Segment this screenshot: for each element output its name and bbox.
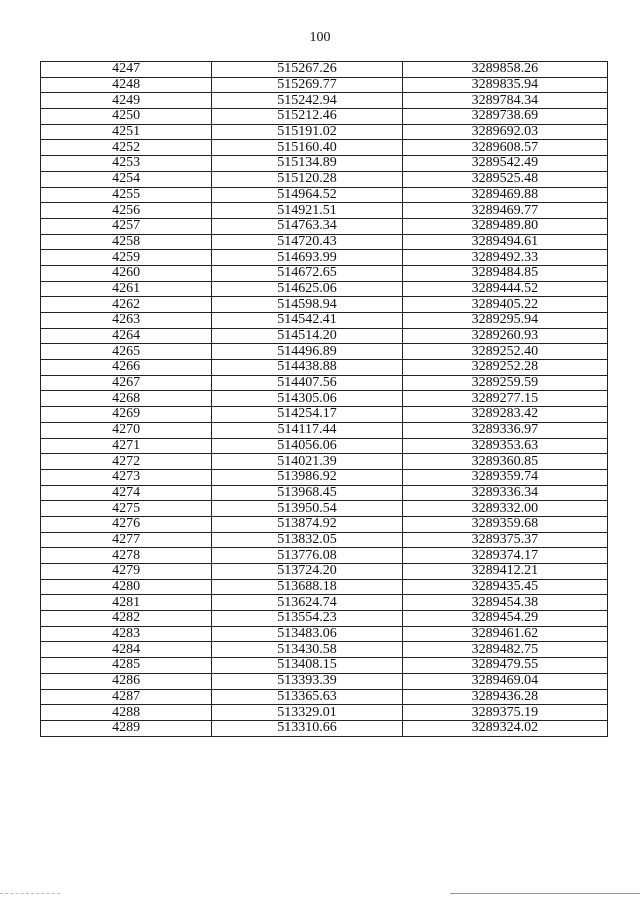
y-coordinate-cell: 3289454.29: [402, 611, 607, 627]
y-coordinate-cell: 3289482.75: [402, 642, 607, 658]
y-coordinate-cell: 3289412.21: [402, 564, 607, 580]
x-coordinate-cell: 515191.02: [212, 124, 402, 140]
point-number-cell: 4282: [41, 611, 212, 627]
point-number-cell: 4249: [41, 93, 212, 109]
y-coordinate-cell: 3289525.48: [402, 171, 607, 187]
x-coordinate-cell: 514763.34: [212, 218, 402, 234]
table-row: [41, 140, 608, 156]
y-coordinate-cell: 3289295.94: [402, 313, 607, 329]
y-coordinate-cell: 3289489.80: [402, 218, 607, 234]
x-coordinate-cell: 514964.52: [212, 187, 402, 203]
x-coordinate-cell: 513950.54: [212, 501, 402, 517]
table-row: [41, 454, 608, 470]
point-number-cell: 4278: [41, 548, 212, 564]
point-number-cell: 4248: [41, 77, 212, 93]
x-coordinate-cell: 515242.94: [212, 93, 402, 109]
table-row: [41, 281, 608, 297]
y-coordinate-cell: 3289252.28: [402, 360, 607, 376]
table-row: [41, 595, 608, 611]
y-coordinate-cell: 3289375.37: [402, 532, 607, 548]
table-row: [41, 611, 608, 627]
x-coordinate-cell: 515269.77: [212, 77, 402, 93]
point-number-cell: 4271: [41, 438, 212, 454]
y-coordinate-cell: 3289492.33: [402, 250, 607, 266]
x-coordinate-cell: 513874.92: [212, 516, 402, 532]
x-coordinate-cell: 514407.56: [212, 375, 402, 391]
x-coordinate-cell: 515160.40: [212, 140, 402, 156]
table-row: [41, 705, 608, 721]
x-coordinate-cell: 514056.06: [212, 438, 402, 454]
table-row: [41, 234, 608, 250]
y-coordinate-cell: 3289336.34: [402, 485, 607, 501]
y-coordinate-cell: 3289494.61: [402, 234, 607, 250]
table-row: [41, 689, 608, 705]
x-coordinate-cell: 513329.01: [212, 705, 402, 721]
point-number-cell: 4265: [41, 344, 212, 360]
y-coordinate-cell: 3289375.19: [402, 705, 607, 721]
x-coordinate-cell: 514514.20: [212, 328, 402, 344]
x-coordinate-cell: 514625.06: [212, 281, 402, 297]
table-row: [41, 516, 608, 532]
y-coordinate-cell: 3289469.77: [402, 203, 607, 219]
y-coordinate-cell: 3289835.94: [402, 77, 607, 93]
y-coordinate-cell: 3289336.97: [402, 422, 607, 438]
point-number-cell: 4255: [41, 187, 212, 203]
y-coordinate-cell: 3289259.59: [402, 375, 607, 391]
y-coordinate-cell: 3289374.17: [402, 548, 607, 564]
x-coordinate-cell: 514496.89: [212, 344, 402, 360]
table-row: [41, 313, 608, 329]
table-row: [41, 124, 608, 140]
x-coordinate-cell: 513430.58: [212, 642, 402, 658]
y-coordinate-cell: 3289283.42: [402, 407, 607, 423]
point-number-cell: 4247: [41, 62, 212, 78]
y-coordinate-cell: 3289359.74: [402, 469, 607, 485]
table-row: [41, 485, 608, 501]
table-row: [41, 250, 608, 266]
table-row: [41, 171, 608, 187]
x-coordinate-cell: 513832.05: [212, 532, 402, 548]
x-coordinate-cell: 513408.15: [212, 658, 402, 674]
y-coordinate-cell: 3289479.55: [402, 658, 607, 674]
y-coordinate-cell: 3289469.04: [402, 673, 607, 689]
point-number-cell: 4276: [41, 516, 212, 532]
x-coordinate-cell: 514021.39: [212, 454, 402, 470]
x-coordinate-cell: 514438.88: [212, 360, 402, 376]
table-row: [41, 658, 608, 674]
point-number-cell: 4283: [41, 626, 212, 642]
y-coordinate-cell: 3289353.63: [402, 438, 607, 454]
point-number-cell: 4260: [41, 265, 212, 281]
table-row: [41, 360, 608, 376]
table-row: [41, 720, 608, 736]
point-number-cell: 4279: [41, 564, 212, 580]
x-coordinate-cell: 513624.74: [212, 595, 402, 611]
x-coordinate-cell: 514598.94: [212, 297, 402, 313]
x-coordinate-cell: 514254.17: [212, 407, 402, 423]
point-number-cell: 4256: [41, 203, 212, 219]
y-coordinate-cell: 3289435.45: [402, 579, 607, 595]
point-number-cell: 4288: [41, 705, 212, 721]
x-coordinate-cell: 514542.41: [212, 313, 402, 329]
point-number-cell: 4250: [41, 109, 212, 125]
coordinates-table: [40, 61, 608, 737]
y-coordinate-cell: 3289858.26: [402, 62, 607, 78]
coordinates-table-body: [41, 62, 608, 737]
y-coordinate-cell: 3289461.62: [402, 626, 607, 642]
point-number-cell: 4268: [41, 391, 212, 407]
x-coordinate-cell: 513688.18: [212, 579, 402, 595]
point-number-cell: 4274: [41, 485, 212, 501]
point-number-cell: 4263: [41, 313, 212, 329]
x-coordinate-cell: 513968.45: [212, 485, 402, 501]
table-row: [41, 642, 608, 658]
footer-rule-right: [450, 893, 640, 894]
y-coordinate-cell: 3289252.40: [402, 344, 607, 360]
table-row: [41, 297, 608, 313]
table-row: [41, 109, 608, 125]
x-coordinate-cell: 514720.43: [212, 234, 402, 250]
point-number-cell: 4259: [41, 250, 212, 266]
table-row: [41, 422, 608, 438]
y-coordinate-cell: 3289444.52: [402, 281, 607, 297]
point-number-cell: 4273: [41, 469, 212, 485]
table-row: [41, 218, 608, 234]
y-coordinate-cell: 3289436.28: [402, 689, 607, 705]
y-coordinate-cell: 3289692.03: [402, 124, 607, 140]
table-row: [41, 328, 608, 344]
point-number-cell: 4280: [41, 579, 212, 595]
table-row: [41, 579, 608, 595]
y-coordinate-cell: 3289360.85: [402, 454, 607, 470]
y-coordinate-cell: 3289405.22: [402, 297, 607, 313]
table-row: [41, 62, 608, 78]
point-number-cell: 4285: [41, 658, 212, 674]
table-row: [41, 93, 608, 109]
table-row: [41, 265, 608, 281]
table-row: [41, 375, 608, 391]
y-coordinate-cell: 3289359.68: [402, 516, 607, 532]
point-number-cell: 4264: [41, 328, 212, 344]
point-number-cell: 4269: [41, 407, 212, 423]
point-number-cell: 4287: [41, 689, 212, 705]
point-number-cell: 4272: [41, 454, 212, 470]
table-row: [41, 469, 608, 485]
table-row: [41, 344, 608, 360]
x-coordinate-cell: 513554.23: [212, 611, 402, 627]
x-coordinate-cell: 515120.28: [212, 171, 402, 187]
x-coordinate-cell: 513986.92: [212, 469, 402, 485]
table-row: [41, 77, 608, 93]
table-row: [41, 203, 608, 219]
page-number: 100: [309, 30, 331, 45]
y-coordinate-cell: 3289469.88: [402, 187, 607, 203]
table-row: [41, 391, 608, 407]
point-number-cell: 4266: [41, 360, 212, 376]
y-coordinate-cell: 3289260.93: [402, 328, 607, 344]
point-number-cell: 4254: [41, 171, 212, 187]
x-coordinate-cell: 514305.06: [212, 391, 402, 407]
point-number-cell: 4270: [41, 422, 212, 438]
x-coordinate-cell: 514921.51: [212, 203, 402, 219]
table-row: [41, 187, 608, 203]
y-coordinate-cell: 3289784.34: [402, 93, 607, 109]
point-number-cell: 4275: [41, 501, 212, 517]
y-coordinate-cell: 3289332.00: [402, 501, 607, 517]
x-coordinate-cell: 513365.63: [212, 689, 402, 705]
x-coordinate-cell: 513483.06: [212, 626, 402, 642]
x-coordinate-cell: 513724.20: [212, 564, 402, 580]
y-coordinate-cell: 3289484.85: [402, 265, 607, 281]
table-row: [41, 438, 608, 454]
point-number-cell: 4253: [41, 156, 212, 172]
x-coordinate-cell: 515134.89: [212, 156, 402, 172]
x-coordinate-cell: 515212.46: [212, 109, 402, 125]
y-coordinate-cell: 3289277.15: [402, 391, 607, 407]
footer-rule-left: [0, 893, 60, 894]
table-row: [41, 626, 608, 642]
table-row: [41, 564, 608, 580]
y-coordinate-cell: 3289608.57: [402, 140, 607, 156]
point-number-cell: 4258: [41, 234, 212, 250]
x-coordinate-cell: 515267.26: [212, 62, 402, 78]
point-number-cell: 4284: [41, 642, 212, 658]
y-coordinate-cell: 3289738.69: [402, 109, 607, 125]
point-number-cell: 4261: [41, 281, 212, 297]
table-row: [41, 156, 608, 172]
table-row: [41, 501, 608, 517]
table-row: [41, 532, 608, 548]
y-coordinate-cell: 3289542.49: [402, 156, 607, 172]
x-coordinate-cell: 513310.66: [212, 720, 402, 736]
x-coordinate-cell: 514672.65: [212, 265, 402, 281]
y-coordinate-cell: 3289454.38: [402, 595, 607, 611]
point-number-cell: 4289: [41, 720, 212, 736]
point-number-cell: 4252: [41, 140, 212, 156]
point-number-cell: 4281: [41, 595, 212, 611]
point-number-cell: 4262: [41, 297, 212, 313]
point-number-cell: 4267: [41, 375, 212, 391]
x-coordinate-cell: 513776.08: [212, 548, 402, 564]
y-coordinate-cell: 3289324.02: [402, 720, 607, 736]
point-number-cell: 4277: [41, 532, 212, 548]
x-coordinate-cell: 514117.44: [212, 422, 402, 438]
point-number-cell: 4251: [41, 124, 212, 140]
table-row: [41, 673, 608, 689]
point-number-cell: 4257: [41, 218, 212, 234]
x-coordinate-cell: 514693.99: [212, 250, 402, 266]
table-row: [41, 407, 608, 423]
x-coordinate-cell: 513393.39: [212, 673, 402, 689]
point-number-cell: 4286: [41, 673, 212, 689]
table-row: [41, 548, 608, 564]
